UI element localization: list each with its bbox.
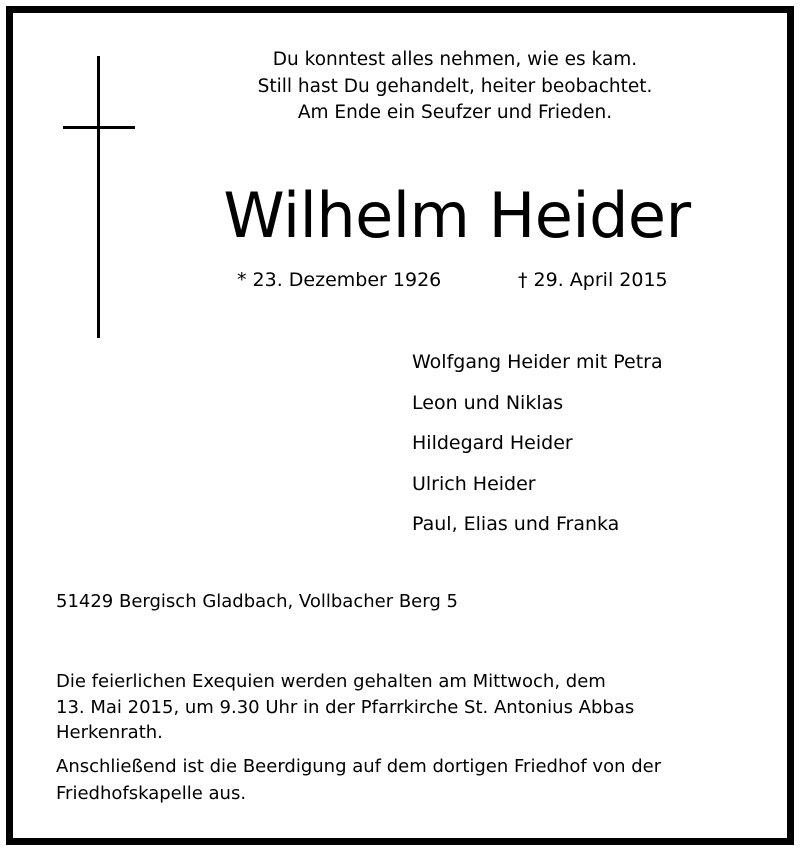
death-date: † 29. April 2015 <box>518 269 668 291</box>
verse-line: Du konntest alles nehmen, wie es kam. <box>272 49 638 70</box>
mourners-list <box>412 342 782 545</box>
burial-line: Friedhofskapelle aus. <box>56 782 247 804</box>
mourner-item: Ulrich Heider <box>412 472 536 495</box>
burial-line: Anschließend ist die Beerdigung auf dem dortigen Friedhof von der <box>56 756 662 777</box>
address: 51429 Bergisch Gladbach, Vollbacher Berg 5 <box>56 591 458 612</box>
memorial-verse <box>235 47 675 127</box>
mourner-item: Leon und Niklas <box>412 391 564 414</box>
verse-line: Still hast Du gehandelt, heiter beobachtet. <box>257 75 653 97</box>
service-info <box>56 669 756 746</box>
mourner-item: Hildegard Heider <box>412 432 573 454</box>
service-line: Die feierlichen Exequien werden gehalten am Mittwoch, dem <box>56 671 606 692</box>
mourner-item: Paul, Elias und Franka <box>412 513 620 535</box>
service-line: Herkenrath. <box>56 722 163 743</box>
cross-horizontal-bar <box>63 126 135 129</box>
birth-date: * 23. Dezember 1926 <box>237 269 442 291</box>
cross-vertical-bar <box>97 56 100 338</box>
mourner-item: Wolfgang Heider mit Petra <box>412 351 663 373</box>
verse-line: Am Ende ein Seufzer und Frieden. <box>297 102 613 123</box>
deceased-name: Wilhelm Heider <box>223 179 691 252</box>
service-line: 13. Mai 2015, um 9.30 Uhr in der Pfarrkirche St. Antonius Abbas <box>56 696 635 718</box>
burial-info <box>56 754 756 807</box>
